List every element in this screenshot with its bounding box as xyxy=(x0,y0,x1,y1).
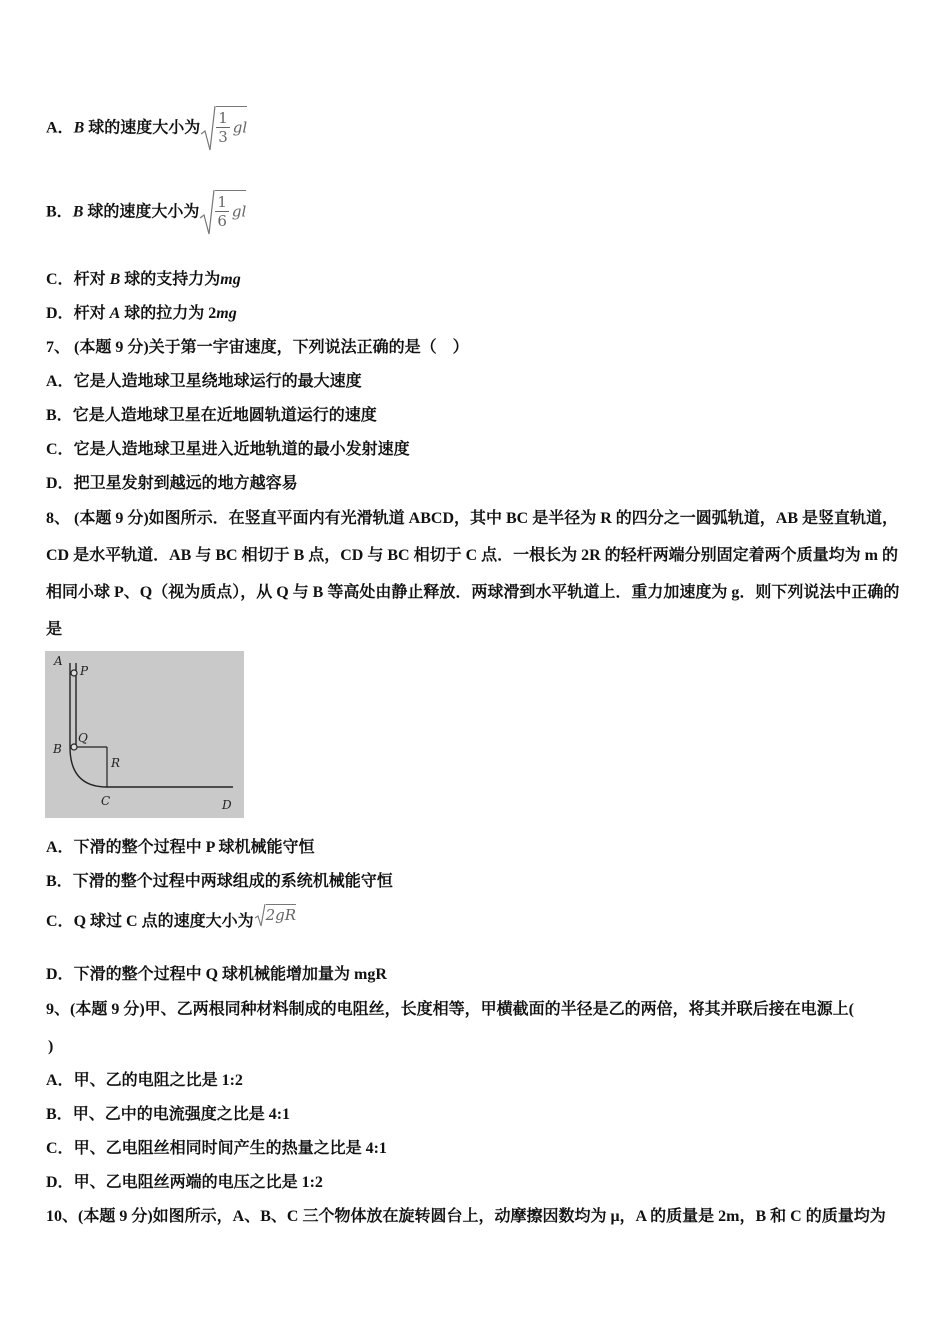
option-text: 甲、乙中的电流强度之比是 4:1 xyxy=(72,1106,291,1123)
label-b: B xyxy=(53,742,62,756)
option-label: A． xyxy=(46,839,74,856)
q9-option-b xyxy=(46,1105,290,1125)
q9-option-a xyxy=(46,1071,243,1091)
fraction-denominator: 6 xyxy=(217,212,227,230)
fraction-numerator: 1 xyxy=(217,193,227,211)
option-label: C． xyxy=(46,1140,74,1157)
option-label: D． xyxy=(46,475,74,492)
q7-stem: 7、 (本题 9 分)关于第一宇宙速度，下列说法正确的是（ ） xyxy=(46,339,469,356)
q6-option-c xyxy=(46,270,241,290)
option-text: 下滑的整个过程中 Q 球机械能增加量为 mgR xyxy=(73,966,387,983)
option-text: 它是人造地球卫星进入近地轨道的最小发射速度 xyxy=(73,441,410,458)
q6-option-b xyxy=(46,188,246,238)
q8-option-d xyxy=(46,965,387,985)
option-text: 球的速度大小为 xyxy=(88,119,201,137)
option-prefix: 杆对 xyxy=(73,305,106,322)
option-value: mg xyxy=(220,271,241,288)
fraction xyxy=(216,109,230,146)
option-label: C． xyxy=(46,271,74,288)
sqrt-expression xyxy=(199,188,246,238)
option-label: D． xyxy=(46,1174,74,1191)
option-label: A． xyxy=(46,119,74,137)
q9-stem: 9、(本题 9 分)甲、乙两根同种材料制成的电阻丝，长度相等，甲横截面的半径是乙的两倍，将其并联后接在电源上( xyxy=(46,1001,854,1018)
radical-sign-icon xyxy=(199,188,215,238)
label-d: D xyxy=(222,798,232,812)
option-text: 下滑的整个过程中 P 球机械能守恒 xyxy=(73,839,315,856)
radical-sign-icon xyxy=(200,104,216,154)
option-label: D． xyxy=(46,305,74,322)
ball-q xyxy=(71,744,77,750)
option-value: mg xyxy=(216,305,237,322)
option-coefficient: 2 xyxy=(208,305,217,322)
option-label: B． xyxy=(46,1106,73,1123)
option-text: 它是人造地球卫星在近地圆轨道运行的速度 xyxy=(72,407,377,424)
q8-stem: 8、 (本题 9 分)如图所示．在竖直平面内有光滑轨道 ABCD，其中 BC 是半径为 R 的四分之一圆弧轨道，AB 是竖直轨道，CD 是水平轨道．AB 与 BC 相切于 B 点，CD 与 BC 相切于 C 点．一根长为 2R 的轻杆两端分别固定着两个质量均为 m 的相同小球 P、Q（视为质点），从 Q 与 B 等高处由静止释放．两球滑到水平轨道上．重力加速度为 g．则下列说法中正确的是 xyxy=(46,510,900,638)
option-text: 球的速度大小为 xyxy=(87,203,200,221)
q10-stem: 10、(本题 9 分)如图所示，A、B、C 三个物体放在旋转圆台上，动摩擦因数均为 μ，A 的质量是 2m，B 和 C 的质量均为 xyxy=(46,1208,886,1225)
q7-option-d xyxy=(46,474,298,494)
option-text: 甲、乙电阻丝相同时间产生的热量之比是 4:1 xyxy=(73,1140,387,1157)
option-text: 球的拉力为 xyxy=(124,305,205,322)
option-text: 把卫星发射到越远的地方越容易 xyxy=(73,475,298,492)
option-subject: B xyxy=(72,203,84,221)
option-label: A． xyxy=(46,1072,74,1089)
option-text: 它是人造地球卫星绕地球运行的最大速度 xyxy=(73,373,362,390)
label-c: C xyxy=(101,794,111,808)
option-label: A． xyxy=(46,373,74,390)
ball-p xyxy=(71,670,77,676)
sqrt-expression xyxy=(254,902,296,928)
q6-option-a xyxy=(46,104,247,154)
label-r: R xyxy=(111,756,121,770)
q7-option-c xyxy=(46,440,410,460)
q6-option-d xyxy=(46,304,237,324)
q8-option-a xyxy=(46,838,314,858)
fraction-denominator: 3 xyxy=(218,128,228,146)
q8-track-figure xyxy=(45,651,244,818)
sqrt-expression xyxy=(200,104,247,154)
option-text: 甲、乙的电阻之比是 1:2 xyxy=(73,1072,243,1089)
label-p: P xyxy=(80,664,89,678)
math-tail: gl xyxy=(232,118,248,137)
q8-option-c xyxy=(46,906,297,932)
option-prefix: 杆对 xyxy=(73,271,106,288)
option-label: B． xyxy=(46,203,73,221)
option-subject: B xyxy=(109,271,121,288)
option-label: B． xyxy=(46,873,73,890)
q9-option-c xyxy=(46,1139,387,1159)
option-subject: A xyxy=(109,305,121,322)
label-a: A xyxy=(54,654,63,668)
option-label: D． xyxy=(46,966,74,983)
label-q: Q xyxy=(78,731,88,745)
sqrt-radicand: 2gR xyxy=(265,906,297,925)
stem-end-paren: ) xyxy=(48,1038,54,1055)
q7-option-a xyxy=(46,372,362,392)
option-label: B． xyxy=(46,407,73,424)
option-label: C． xyxy=(46,441,74,458)
math-tail: gl xyxy=(231,202,247,221)
q8-option-b xyxy=(46,872,393,892)
q9-stem-end xyxy=(46,1037,53,1057)
q9-option-d xyxy=(46,1173,323,1193)
option-subject: B xyxy=(73,119,85,137)
q7-option-b xyxy=(46,406,377,426)
option-text: 下滑的整个过程中两球组成的系统机械能守恒 xyxy=(72,873,393,890)
option-text: Q 球过 C 点的速度大小为 xyxy=(73,913,254,930)
radical-sign-icon xyxy=(254,902,266,928)
fraction-numerator: 1 xyxy=(218,109,228,127)
option-text: 球的支持力为 xyxy=(124,271,221,288)
fraction xyxy=(215,193,229,230)
option-label: C． xyxy=(46,913,74,930)
option-text: 甲、乙电阻丝两端的电压之比是 1:2 xyxy=(73,1174,323,1191)
